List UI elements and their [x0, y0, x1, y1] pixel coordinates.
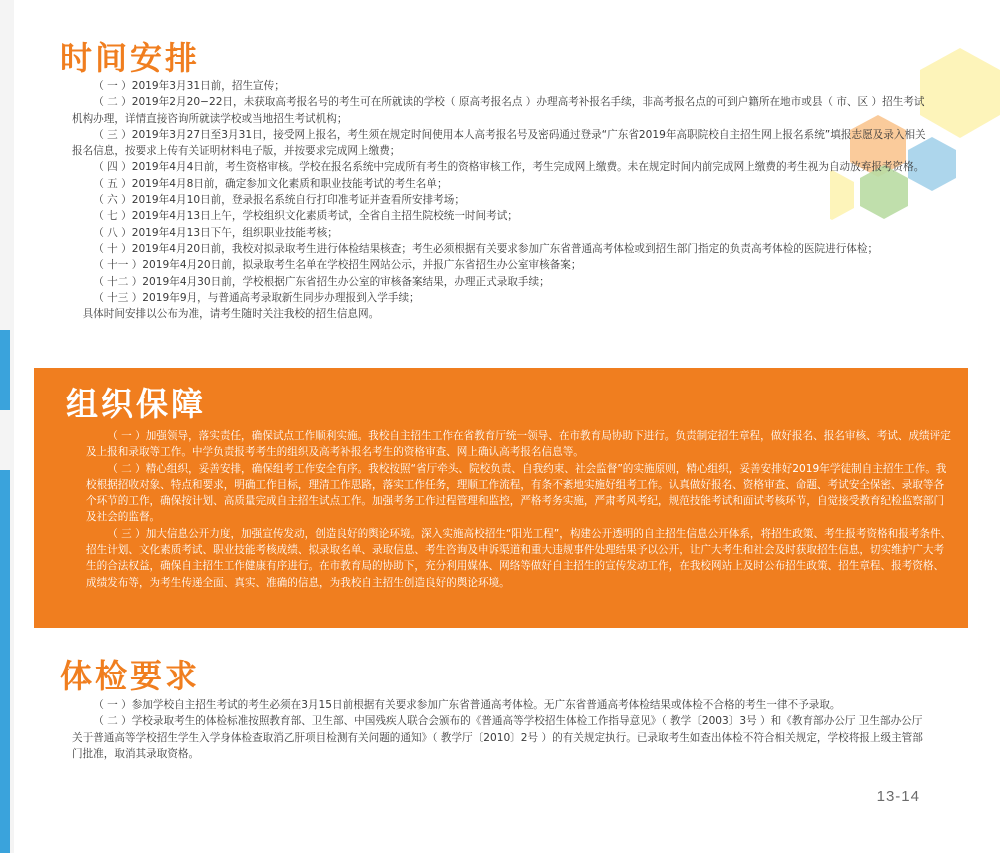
schedule-closing-note: 具体时间安排以公布为准，请考生随时关注我校的招生信息网。 [82, 308, 380, 321]
schedule-item: （ 十二 ）2019年4月30日前，学校根据广东省招生办公室的审核备案结果，办理正式录取手续； [93, 275, 550, 288]
schedule-item: （ 八 ）2019年4月13日下午，组织职业技能考核； [93, 226, 338, 239]
organization-paragraph: （ 一 ）加强领导，落实责任，确保试点工作顺利实施。我校自主招生工作在省教育厅统一领导、在市教育局协助下进行。负责制定招生章程，做好报名、报名审核、考试、成绩评定及上报和录取等工作。中学负责报考考生的组织及高考补报名考生的资格审查、网上确认高考报名信息等。 [86, 430, 951, 459]
schedule-item: （ 六 ）2019年4月10日前，登录报名系统自行打印准考证并查看所安排考场； [93, 194, 465, 207]
schedule-heading: 时间安排 [60, 39, 201, 77]
medical-paragraph: （ 二 ）学校录取考生的体检标准按照教育部、卫生部、中国残疾人联合会颁布的《普通高等学校招生体检工作指导意见》（ 教学〔2003〕3号 ）和《教育部办公厅 卫生部办公厅关于普通高等学校招生学生入学身体检查取消乙肝项目检测有关问题的通知》（ 教学厅〔2010〕2号 ）的有关规定执行。已录取考生如查出体检不符合相关规定，学校将报上级主管部门批准，取消其录取资格。 [72, 715, 923, 760]
medical-paragraph: （ 一 ）参加学校自主招生考试的考生必须在3月15日前根据有关要求参加广东省普通高考体检。无广东省普通高考体检结果或体检不合格的考生一律不予录取。 [93, 699, 841, 711]
organization-section [34, 368, 968, 628]
page-number: 13-14 [876, 788, 920, 805]
hexagon-yellow-large [920, 48, 1000, 138]
strip-accent-bottom [0, 470, 10, 853]
organization-paragraph: （ 二 ）精心组织，妥善安排，确保组考工作安全有序。我校按照“省厅牵头、院校负责、自我约束、社会监督”的实施原则，精心组织，妥善安排好2019年学徒制自主招生工作。我校根据招收对象、特点和要求，明确工作目标，理清工作思路，落实工作任务，理顺工作流程，有条不紊地实施好组考工作。认真做好报名、资格审查、命题、考试安全保密、录取等各个环节的工作，确保按计划、高质量完成自主招生试点工作。加强考务工作过程管理和监控，严格考务实施，严肃考风考纪，规范技能考试和面试考核环节，自觉接受教育纪检监察部门及社会的监督。 [86, 462, 947, 524]
organization-paragraph: （ 三 ）加大信息公开力度，加强宣传发动，创造良好的舆论环境。深入实施高校招生“阳光工程”，构建公开透明的自主招生信息公开体系，将招生政策、考生报考资格和报考条件、招生计划、文化素质考试、职业技能考核成绩、拟录取名单、录取信息、考生咨询及申诉渠道和重大违规事件处理结果予以公开，让广大考生和社会及时获取招生信息，切实维护广大考生的合法权益，确保自主招生工作健康有序进行。在市教育局的协助下，充分利用媒体、网络等做好自主招生的宣传发动工作，在我校网站上及时公布招生政策、招生章程、报考资格、成绩发布等，为考生传递全面、真实、准确的信息，为我校自主招生创造良好的舆论环境。 [86, 527, 952, 589]
schedule-item: （ 三 ）2019年3月27日至3月31日，接受网上报名，考生须在规定时间使用本人高考报名号及密码通过登录“广东省2019年高职院校自主招生网上报名系统”填报志愿及录入相关报名信息，按要求上传有关证明材料电子版，并按要求完成网上缴费； [72, 128, 926, 158]
schedule-item: （ 十三 ）2019年9月，与普通高考录取新生同步办理报到入学手续； [93, 291, 420, 304]
schedule-item: （ 一 ）2019年3月31日前，招生宣传； [93, 80, 285, 92]
schedule-item: （ 十一 ）2019年4月20日前，拟录取考生名单在学校招生网站公示，并报广东省招生办公室审核备案； [93, 259, 582, 272]
strip-accent-top [0, 330, 10, 410]
schedule-list [72, 78, 928, 322]
schedule-item: （ 七 ）2019年4月13日上午，学校组织文化素质考试，全省自主招生院校统一时间考试； [93, 210, 518, 223]
schedule-item: （ 二 ）2019年2月20−22日，未获取高考报名号的考生可在所就读的学校（ 原高考报名点 ）办理高考补报名手续，非高考报名点的可到户籍所在地市或县（ 市、区 ）招生考试机构办理，详情直接咨询所就读学校或当地招生考试机构； [72, 96, 925, 125]
medical-paragraphs [72, 697, 928, 762]
schedule-item: （ 五 ）2019年4月8日前，确定参加文化素质和职业技能考试的考生名单； [93, 177, 448, 190]
organization-paragraphs [86, 428, 952, 591]
left-edge-strip [0, 0, 14, 853]
organization-heading: 组织保障 [66, 385, 207, 423]
schedule-item: （ 十 ）2019年4月20日前，我校对拟录取考生进行体检结果核查；考生必须根据有关要求参加广东省普通高考体检或到招生部门指定的负责高考体检的医院进行体检； [93, 242, 879, 255]
medical-heading: 体检要求 [60, 657, 201, 695]
schedule-item: （ 四 ）2019年4月4日前，考生资格审核。学校在报名系统中完成所有考生的资格审核工作，考生完成网上缴费。未在规定时间内前完成网上缴费的考生视为自动放弃报考资格。 [93, 161, 925, 174]
